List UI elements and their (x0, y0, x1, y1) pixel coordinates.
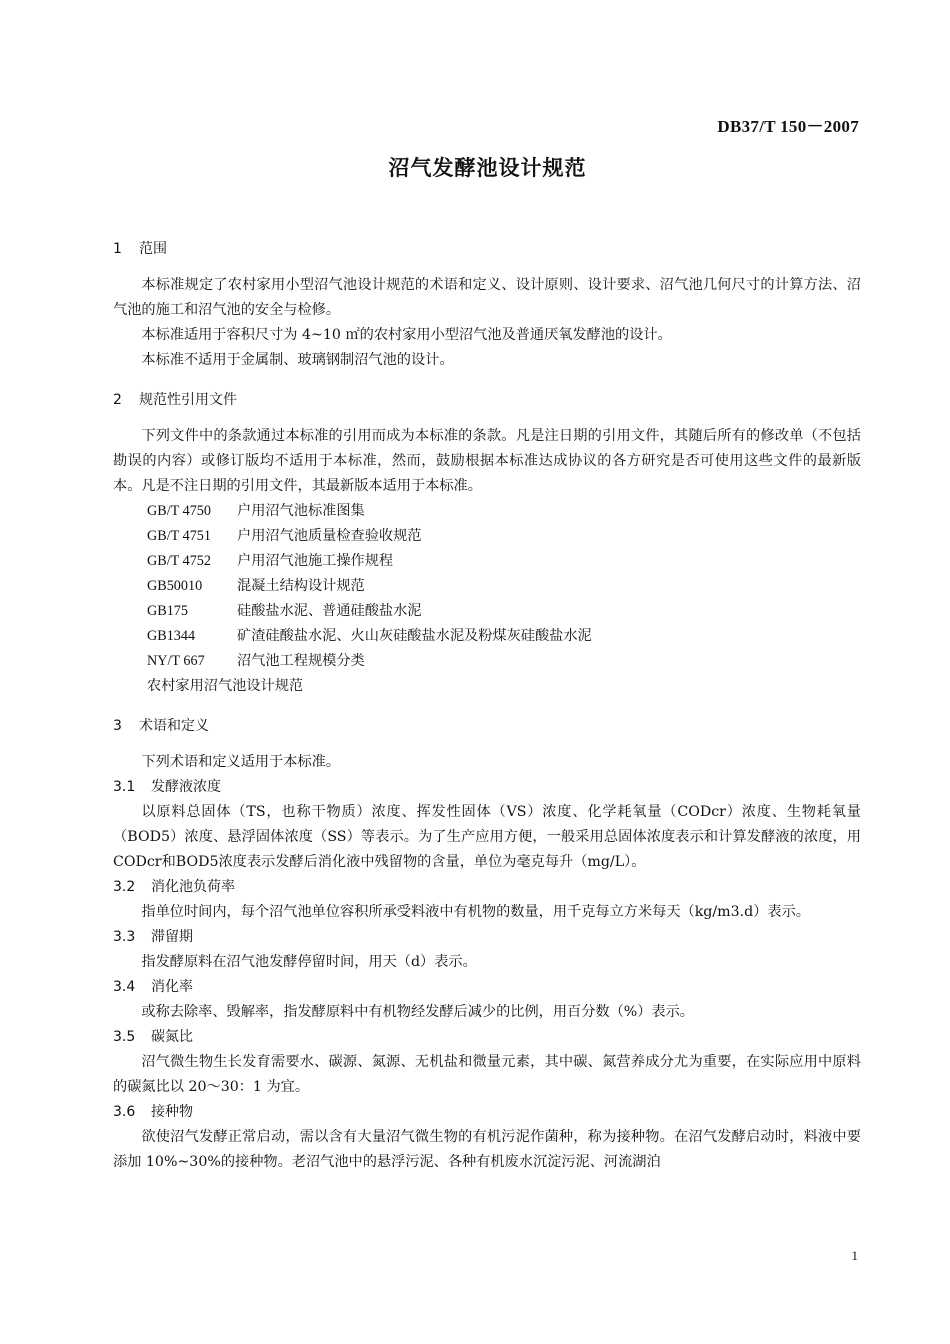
reference-item: GB/T 4752 户用沼气池施工操作规程 (147, 553, 394, 569)
paragraph: 本标准不适用于金属制、玻璃钢制沼气池的设计。 (141, 352, 454, 368)
standard-code: DB37/T 150－2007 (717, 117, 859, 136)
paragraph: 下列术语和定义适用于本标准。 (141, 754, 341, 770)
term-heading: 3.5 碳氮比 (113, 1029, 193, 1045)
reference-item: 农村家用沼气池设计规范 (147, 678, 304, 694)
term-heading: 3.3 滞留期 (113, 929, 193, 945)
section-heading-3: 3 术语和定义 (113, 718, 209, 734)
reference-item: GB50010 混凝土结构设计规范 (147, 578, 365, 594)
term-definition: 或称去除率、毁解率，指发酵原料中有机物经发酵后减少的比例，用百分数（%）表示。 (141, 1004, 694, 1020)
section-heading-1: 1 范围 (113, 241, 167, 257)
term-definition: 以原料总固体（TS，也称干物质）浓度、挥发性固体（VS）浓度、化学耗氧量（CODcr）浓度、生物耗氧量（BOD5）浓度、悬浮固体浓度（SS）等表示。为了生产应用方便，一般采用总固体浓度表示和计算发酵液的浓度，用CODcr和BOD5浓度表示发酵后消化液中残留物的含量，单位为毫克每升（mg/L）。 (113, 804, 861, 870)
section-heading-2: 2 规范性引用文件 (113, 392, 237, 408)
paragraph: 本标准规定了农村家用小型沼气池设计规范的术语和定义、设计原则、设计要求、沼气池几何尺寸的计算方法、沼气池的施工和沼气池的安全与检修。 (113, 277, 861, 318)
reference-item: NY/T 667 沼气池工程规模分类 (147, 653, 365, 669)
term-definition: 欲使沼气发酵正常启动，需以含有大量沼气微生物的有机污泥作菌种，称为接种物。在沼气发酵启动时，料液中要添加 10%~30%的接种物。老沼气池中的悬浮污泥、各种有机废水沉淀污泥、河流湖泊 (113, 1129, 861, 1170)
term-definition: 指单位时间内，每个沼气池单位容积所承受料液中有机物的数量，用千克每立方米每天（kg/m3.d）表示。 (141, 904, 810, 920)
document-title: 沼气发酵池设计规范 (388, 156, 587, 180)
reference-item: GB175 硅酸盐水泥、普通硅酸盐水泥 (147, 603, 422, 619)
term-definition: 指发酵原料在沼气池发酵停留时间，用天（d）表示。 (141, 954, 477, 970)
document-body (113, 236, 861, 1175)
term-heading: 3.6 接种物 (113, 1104, 193, 1120)
term-heading: 3.4 消化率 (113, 979, 193, 995)
reference-item: GB/T 4750 户用沼气池标准图集 (147, 503, 365, 519)
reference-item: GB1344 矿渣硅酸盐水泥、火山灰硅酸盐水泥及粉煤灰硅酸盐水泥 (147, 628, 592, 644)
reference-item: GB/T 4751 户用沼气池质量检查验收规范 (147, 528, 422, 544)
term-definition: 沼气微生物生长发育需要水、碳源、氮源、无机盐和微量元素，其中碳、氮营养成分尤为重要，在实际应用中原料的碳氮比以 20～30：1 为宜。 (113, 1054, 861, 1095)
term-heading: 3.2 消化池负荷率 (113, 879, 235, 895)
paragraph: 下列文件中的条款通过本标准的引用而成为本标准的条款。凡是注日期的引用文件，其随后所有的修改单（不包括勘误的内容）或修订版均不适用于本标准，然而，鼓励根据本标准达成协议的各方研究是否可使用这些文件的最新版本。凡是不注日期的引用文件，其最新版本适用于本标准。 (113, 428, 861, 494)
paragraph: 本标准适用于容积尺寸为 4~10 ㎡的农村家用小型沼气池及普通厌氧发酵池的设计。 (141, 327, 672, 343)
page-number: 1 (851, 1248, 858, 1263)
term-heading: 3.1 发酵液浓度 (113, 779, 221, 795)
